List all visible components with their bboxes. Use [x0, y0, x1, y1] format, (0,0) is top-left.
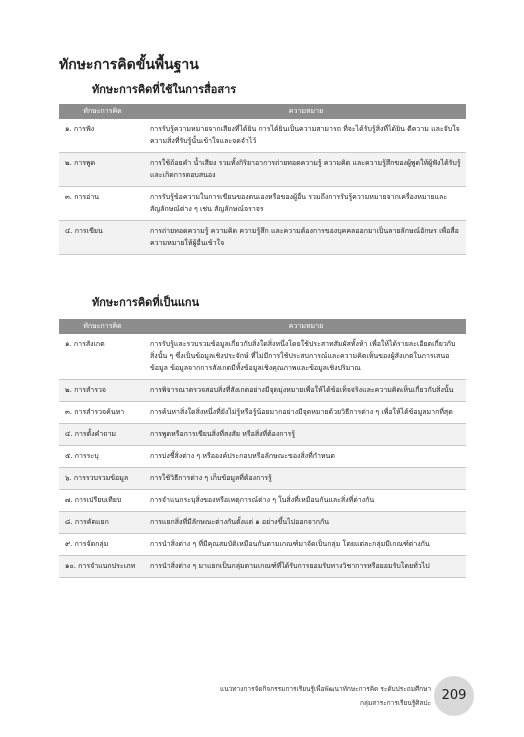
header-term: ทักษะการคิด — [59, 319, 146, 334]
header-meaning: ความหมาย — [146, 104, 466, 119]
core-skills-table — [59, 319, 466, 578]
table-row — [59, 534, 466, 556]
skill-term: ๔. การเขียน — [59, 221, 146, 255]
table-row — [59, 424, 466, 446]
table-row — [59, 153, 466, 187]
skill-term: ๒. การสำรวจ — [59, 380, 146, 402]
page-number: 209 — [434, 676, 474, 716]
skill-term: ๓. การสำรวจค้นหา — [59, 402, 146, 424]
skill-meaning: การรับรู้และรวบรวมข้อมูลเกี่ยวกับสิ่งใดสิ่งหนึ่งโดยใช้ประสาทสัมผัสทั้งห้า เพื่อให้ได้รายละเอียดเกี่ยวกับสิ่งนั้น ๆ ซึ่งเป็นข้อมูลเชิงประจักษ์ ที่ไม่มีการใช้ประสบการณ์และความคิดเห็นของผู้สังเกตในการเสนอข้อมูล ข้อมูลจากการสังเกตมีทั้งข้อมูลเชิงคุณภาพและข้อมูลเชิงปริมาณ — [146, 334, 466, 380]
skill-term: ๑. การสังเกต — [59, 334, 146, 380]
skill-meaning: การใช้ถ้อยคำ น้ำเสียง รวมทั้งกิริยาอาการถ่ายทอดความรู้ ความคิด และความรู้สึกของผู้พูดให้ผู้ฟังได้รับรู้และเกิดการตอบสนอง — [146, 153, 466, 187]
skill-term: ๗. การเปรียบเทียบ — [59, 490, 146, 512]
table-row — [59, 402, 466, 424]
table-row — [59, 380, 466, 402]
skill-meaning: การค้นหาสิ่งใดสิ่งหนึ่งที่ยังไม่รู้หรือรู้น้อยมากอย่างมีจุดหมายด้วยวิธีการต่าง ๆ เพื่อให้ได้ข้อมูลมากที่สุด — [146, 402, 466, 424]
skill-term: ๕. การระบุ — [59, 446, 146, 468]
skill-meaning: การพูดหรือการเขียนสิ่งที่สงสัย หรือสิ่งที่ต้องการรู้ — [146, 424, 466, 446]
table-row — [59, 490, 466, 512]
table-row — [59, 187, 466, 221]
table-row — [59, 334, 466, 380]
footer-book-title: แนวทางการจัดกิจกรรมการเรียนรู้เพื่อพัฒนาทักษะการคิด ระดับประถมศึกษา — [220, 685, 431, 693]
skill-meaning: การจำแนกระบุสิ่งของหรือเหตุการณ์ต่าง ๆ ในสิ่งที่เหมือนกันและสิ่งที่ต่างกัน — [146, 490, 466, 512]
section-title-communication: ทักษะการคิดที่ใช้ในการสื่อสาร — [92, 83, 237, 96]
skill-term: ๔. การตั้งคำถาม — [59, 424, 146, 446]
table-row — [59, 556, 466, 578]
table-header-row — [59, 319, 466, 334]
page-title: ทักษะการคิดขั้นพื้นฐาน — [59, 57, 199, 73]
skill-meaning: การบ่งชี้สิ่งต่าง ๆ หรือองค์ประกอบหรือลักษณะของสิ่งที่กำหนด — [146, 446, 466, 468]
communication-skills-table — [59, 104, 466, 255]
table-row — [59, 468, 466, 490]
skill-meaning: การถ่ายทอดความรู้ ความคิด ความรู้สึก และความต้องการของบุคคลออกมาเป็นลายลักษณ์อักษร เพื่อสื่อความหมายให้ผู้อื่นเข้าใจ — [146, 221, 466, 255]
section-title-core-skills: ทักษะการคิดที่เป็นแกน — [92, 296, 200, 309]
table-header-row — [59, 104, 466, 119]
skill-term: ๒. การพูด — [59, 153, 146, 187]
skill-meaning: การนำสิ่งต่าง ๆ ที่มีคุณสมบัติเหมือนกันตามเกณฑ์มาจัดเป็นกลุ่ม โดยแต่ละกลุ่มมีเกณฑ์ต่างกัน — [146, 534, 466, 556]
skill-meaning: การพิจารณาตรวจสอบสิ่งที่สังเกตอย่างมีจุดมุ่งหมายเพื่อให้ได้ข้อเท็จจริงและความคิดเห็นเกี่ยวกับสิ่งนั้น — [146, 380, 466, 402]
table-row — [59, 221, 466, 255]
skill-term: ๑. การฟัง — [59, 119, 146, 153]
skill-meaning: การรับรู้ความหมายจากเสียงที่ได้ยิน การได้ยินเป็นความสามารถ ที่จะได้รับรู้สิ่งที่ได้ยิน ตีความ และจับใจความสิ่งที่รับรู้นั้นเข้าใจและจดจำไว้ — [146, 119, 466, 153]
skill-term: ๘. การคัดแยก — [59, 512, 146, 534]
header-term: ทักษะการคิด — [59, 104, 146, 119]
skill-meaning: การรับรู้ข้อความในการเขียนของตนเองหรือของผู้อื่น รวมถึงการรับรู้ความหมายจากเครื่องหมายและสัญลักษณ์ต่าง ๆ เช่น สัญลักษณ์จราจร — [146, 187, 466, 221]
skill-term: ๙. การจัดกลุ่ม — [59, 534, 146, 556]
skill-term: ๓. การอ่าน — [59, 187, 146, 221]
header-meaning: ความหมาย — [146, 319, 466, 334]
skill-term: ๑๐. การจำแนกประเภท — [59, 556, 146, 578]
skill-meaning: การใช้วิธีการต่าง ๆ เก็บข้อมูลที่ต้องการรู้ — [146, 468, 466, 490]
table-row — [59, 446, 466, 468]
footer-subject: กลุ่มสาระการเรียนรู้ศิลปะ — [359, 699, 431, 707]
table-row — [59, 119, 466, 153]
skill-meaning: การแยกสิ่งที่มีลักษณะต่างกันตั้งแต่ ๑ อย่างขึ้นไปออกจากกัน — [146, 512, 466, 534]
skill-meaning: การนำสิ่งต่าง ๆ มาแยกเป็นกลุ่มตามเกณฑ์ที่ได้รับการยอมรับทางวิชาการหรือยอมรับโดยทั่วไป — [146, 556, 466, 578]
table-row — [59, 512, 466, 534]
skill-term: ๖. การรวบรวมข้อมูล — [59, 468, 146, 490]
